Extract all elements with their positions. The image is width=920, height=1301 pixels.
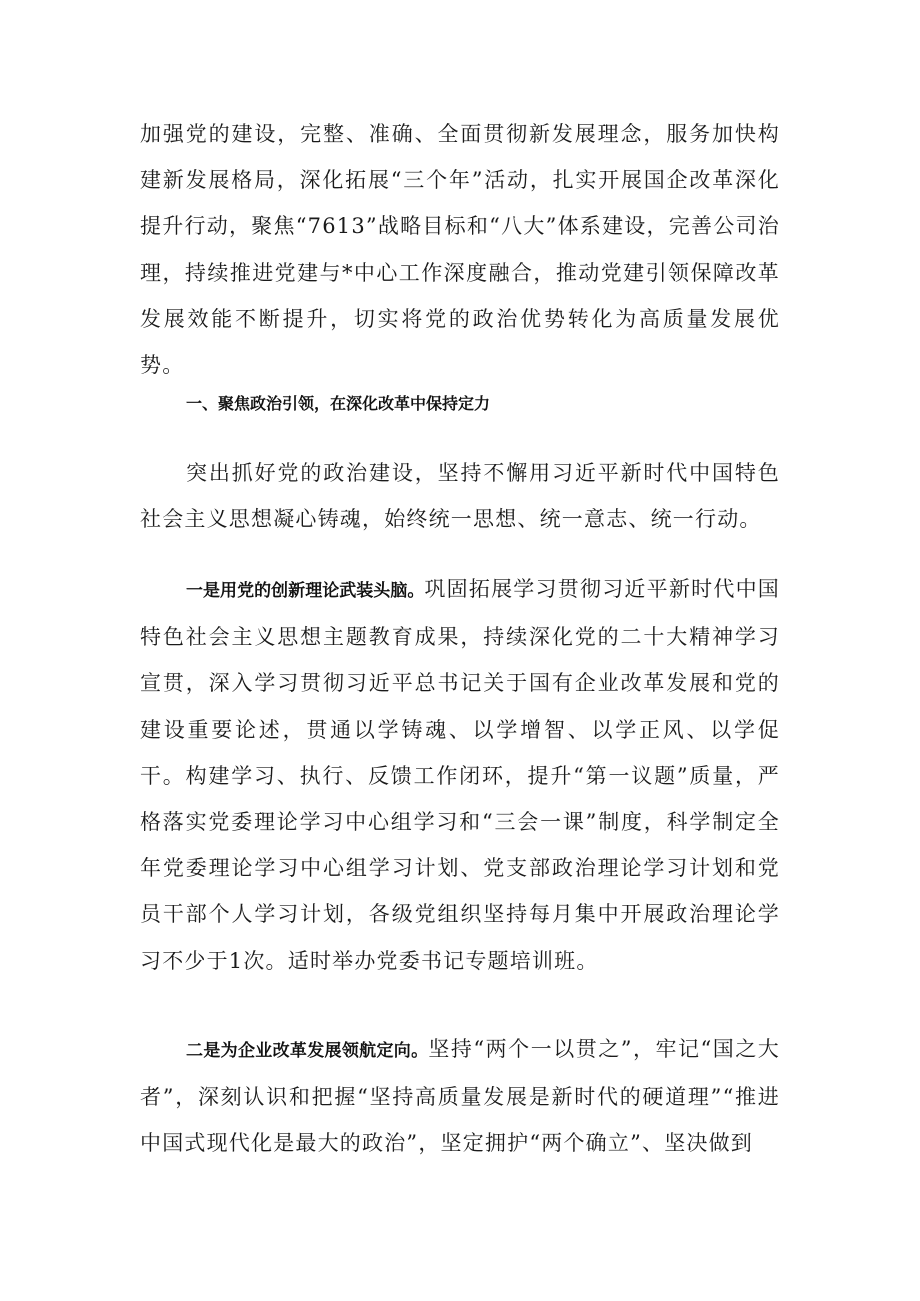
section-intro-paragraph: 突出抓好党的政治建设，坚持不懈用习近平新时代中国特色社会主义思想凝心铸魂，始终统一思想、统一意志、统一行动。 bbox=[140, 461, 780, 532]
item-2-body: 坚持“两个一以贯之”，牢记“国之大者”，深刻认识和把握“坚持高质量发展是新时代的硬道理”“推进中国式现代化是最大的政治”，坚定拥护“两个确立”、坚决做到 bbox=[140, 1037, 781, 1156]
item-2-lead: 二是为企业改革发展领航定向。 bbox=[186, 1041, 429, 1061]
intro-paragraph: 加强党的建设，完整、准确、全面贯彻新发展理念，服务加快构建新发展格局，深化拓展“三个年”活动，扎实开展国企改革深化提升行动，聚焦“7613”战略目标和“八大”体系建设，完善公司治理，持续推进党建与*中心工作深度融合，推动党建引领保障改革发展效能不断提升，切实将党的政治优势转化为高质量发展优势。 bbox=[140, 122, 780, 378]
item-1-body: 巩固拓展学习贯彻习近平新时代中国特色社会主义思想主题教育成果，持续深化党的二十大精神学习宣贯，深入学习贯彻习近平总书记关于国有企业改革发展和党的建设重要论述，贯通以学铸魂、以学增智、以学正风、以学促干。构建学习、执行、反馈工作闭环，提升“第一议题”质量，严格落实党委理论学习中心组学习和“三会一课”制度，科学制定全年党委理论学习中心组学习计划、党支部政治理论学习计划和党员干部个人学习计划，各级党组织坚持每月集中开展政治理论学习不少于1次。适时举办党委书记专题培训班。 bbox=[140, 577, 781, 973]
item-1-paragraph bbox=[140, 566, 780, 984]
section-heading: 一、聚焦政治引领，在深化改革中保持定力 bbox=[186, 394, 491, 413]
item-1-lead: 一是用党的创新理论武装头脑。 bbox=[186, 581, 425, 601]
item-2-paragraph bbox=[140, 1026, 780, 1167]
